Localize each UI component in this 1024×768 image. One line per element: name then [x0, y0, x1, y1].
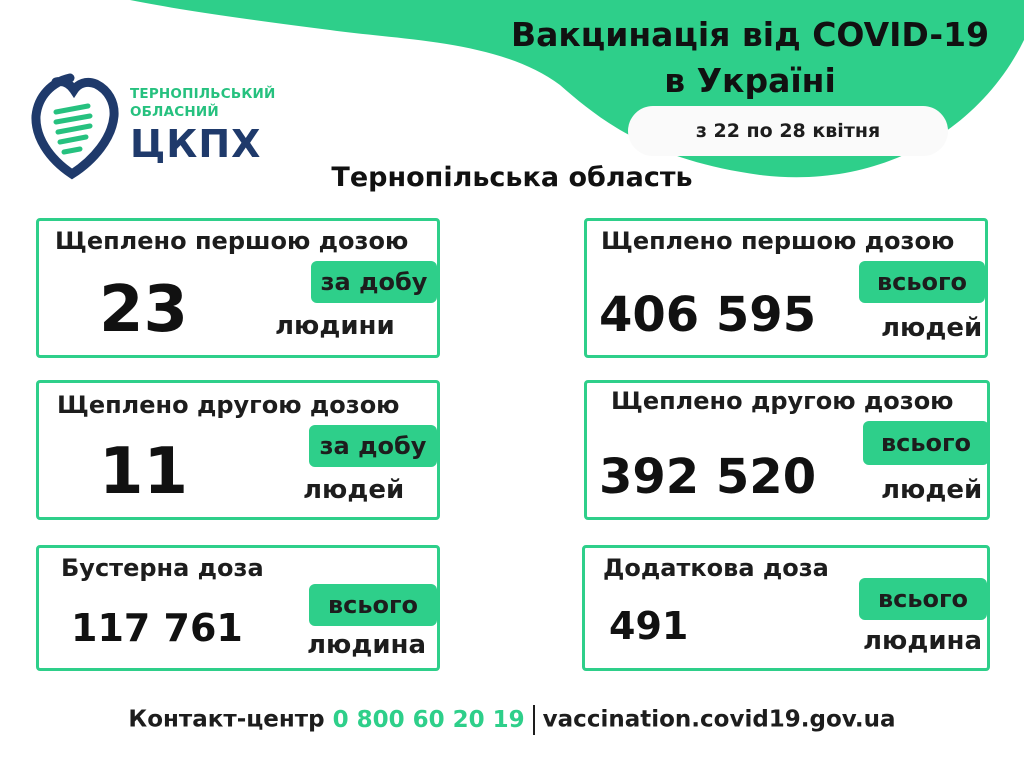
card-value: 11	[99, 435, 189, 509]
stat-card-booster-dose	[36, 545, 440, 671]
page-title-line-2: в Україні	[664, 61, 836, 100]
card-value: 406 595	[599, 287, 817, 343]
contact-footer	[0, 705, 1024, 735]
stat-card-additional-dose	[582, 545, 990, 671]
logo-line-2: ОБЛАСНИЙ	[130, 104, 219, 120]
page-title-line-1: Вакцинація від COVID-19	[510, 15, 990, 54]
period-tag: всього	[309, 584, 437, 626]
stat-card-first-dose-total	[584, 218, 988, 358]
card-unit: людей	[881, 313, 983, 343]
card-value: 392 520	[599, 449, 817, 505]
card-label: Додаткова доза	[603, 554, 829, 582]
card-label: Бустерна доза	[61, 554, 264, 582]
period-tag: всього	[863, 421, 989, 465]
logo-line-1: ТЕРНОПІЛЬСЬКИЙ	[130, 86, 276, 102]
period-tag: за добу	[309, 425, 437, 467]
period-tag: всього	[859, 261, 985, 303]
card-unit: людей	[303, 475, 405, 505]
vaccination-website-link[interactable]: vaccination.covid19.gov.ua	[542, 706, 896, 733]
card-unit: людина	[307, 630, 427, 660]
contact-center-label: Контакт-центр	[128, 706, 325, 733]
hotline-phone-link[interactable]: 0 800 60 20 19	[332, 706, 525, 733]
card-unit: людини	[275, 311, 395, 341]
region-heading: Тернопільська область	[331, 162, 693, 193]
card-label: Щеплено другою дозою	[57, 391, 400, 419]
card-value: 491	[609, 604, 689, 648]
stat-card-second-dose-daily	[36, 380, 440, 520]
stat-card-first-dose-daily	[36, 218, 440, 358]
card-unit: людина	[863, 626, 983, 656]
card-value: 23	[99, 273, 189, 347]
footer-divider	[533, 705, 535, 735]
period-tag: за добу	[311, 261, 437, 303]
logo-abbreviation: ЦКПХ	[130, 122, 262, 166]
card-label: Щеплено першою дозою	[55, 227, 409, 255]
card-unit: людей	[881, 475, 983, 505]
card-value: 117 761	[71, 606, 243, 650]
period-tag: всього	[859, 578, 987, 620]
card-label: Щеплено другою дозою	[611, 387, 954, 415]
page-title	[470, 12, 1024, 104]
date-range-badge: з 22 по 28 квітня	[628, 106, 948, 156]
stat-card-second-dose-total	[584, 380, 990, 520]
card-label: Щеплено першою дозою	[601, 227, 955, 255]
